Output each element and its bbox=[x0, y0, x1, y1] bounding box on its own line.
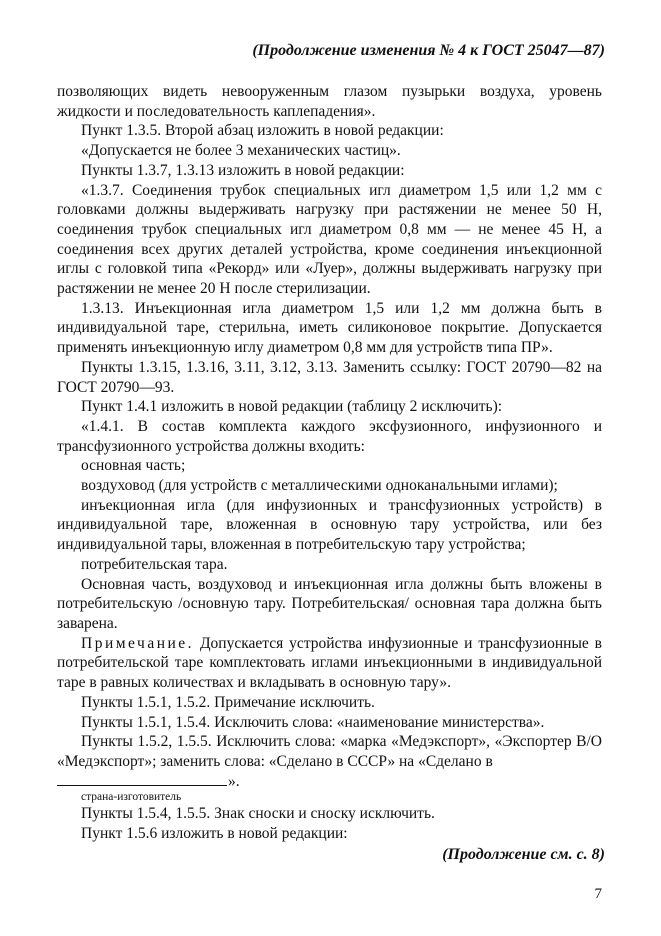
paragraph-18: Пункты 1.5.2, 1.5.5. Исключить слова: «марка «Медэкспорт», «Экспортер В/О «Медэкспорт»; заменить слова: «Сделано в СССР» на «Сделано в bbox=[57, 733, 602, 770]
paragraph-6: 1.3.13. Инъекционная игла диаметром 1,5 или 1,2 мм должна быть в индивидуальной таре, стерильна, иметь силиконовое покрытие. Допускается применять инъекционную иглу диаметром 0,8 мм для устройств типа ПР». bbox=[57, 299, 602, 357]
blank-caption: страна-изготовитель bbox=[81, 791, 182, 804]
paragraph-14: Основная часть, воздуховод и инъекционная игла должны быть вложены в потребительскую /основную тару. Потребительская/ основная тара должна быть заварена. bbox=[57, 575, 602, 632]
note-text: Допускается устройства инфузионные и трансфузионные в потребительской таре комплектовать иглами инъекционными в индивидуальной таре в равных количествах и вкладывать в основную тару». bbox=[57, 634, 602, 692]
paragraph-8: Пункт 1.4.1 изложить в новой редакции (таблицу 2 исключить): bbox=[81, 398, 503, 416]
paragraph-11: воздуховод (для устройств с металлическими одноканальными иглами); bbox=[81, 477, 558, 495]
page-footer-continuation: (Продолжение см. с. 8) bbox=[442, 846, 605, 863]
page-header: (Продолжение изменения № 4 к ГОСТ 25047—87) bbox=[252, 42, 605, 59]
paragraph-16: Пункты 1.5.1, 1.5.2. Примечание исключить. bbox=[81, 693, 375, 711]
paragraph-18-blank bbox=[57, 772, 602, 792]
paragraph-10: основная часть; bbox=[81, 457, 186, 475]
paragraph-4: Пункты 1.3.7, 1.3.13 изложить в новой редакции: bbox=[81, 161, 405, 179]
paragraph-17: Пункты 1.5.1, 1.5.4. Исключить слова: «наименование министерства». bbox=[81, 713, 545, 731]
paragraph-note bbox=[57, 634, 602, 693]
paragraph-5: «1.3.7. Соединения трубок специальных игл диаметром 1,5 или 1,2 мм с головками должны выдерживать нагрузку при растяжении не менее 50 Н, соединения трубок специальных игл диаметром 0,8 мм — не менее 45 Н, а соединения всех других деталей устройства, кроме соединения инъекционной иглы с головкой типа «Рекорд» или «Луер», должны выдерживать нагрузку при растяжении не менее 20 Н после стерилизации. bbox=[57, 181, 602, 298]
paragraph-1: позволяющих видеть невооруженным глазом пузырьки воздуха, уровень жидкости и последовательность каплепадения». bbox=[57, 83, 602, 120]
note-label: Примечание. bbox=[81, 634, 195, 652]
page-number: 7 bbox=[594, 886, 602, 902]
paragraph-12: инъекционная игла (для инфузионных и трансфузионных устройств) в индивидуальной таре, вложенная в основную тару устройства, или без индивидуальной тары, вложенная в потребительскую тару устройства; bbox=[57, 496, 602, 554]
paragraph-13: потребительская тара. bbox=[81, 555, 228, 573]
paragraph-20: Пункт 1.5.6 изложить в новой редакции: bbox=[81, 825, 348, 843]
fill-in-line bbox=[57, 773, 227, 786]
paragraph-3: «Допускается не более 3 механических частиц». bbox=[81, 142, 401, 160]
body-text bbox=[57, 82, 602, 844]
paragraph-18-end: ». bbox=[228, 772, 240, 790]
paragraph-2: Пункт 1.3.5. Второй абзац изложить в новой редакции: bbox=[81, 122, 444, 140]
paragraph-7: Пункты 1.3.15, 1.3.16, 3.11, 3.12, 3.13. Заменить ссылку: ГОСТ 20790—82 на ГОСТ 20790—93. bbox=[57, 358, 602, 396]
paragraph-19: Пункты 1.5.4, 1.5.5. Знак сноски и сноску исключить. bbox=[81, 805, 435, 823]
paragraph-9: «1.4.1. В состав комплекта каждого эксфузионного, инфузионного и трансфузионного устройства должны входить: bbox=[57, 417, 602, 455]
